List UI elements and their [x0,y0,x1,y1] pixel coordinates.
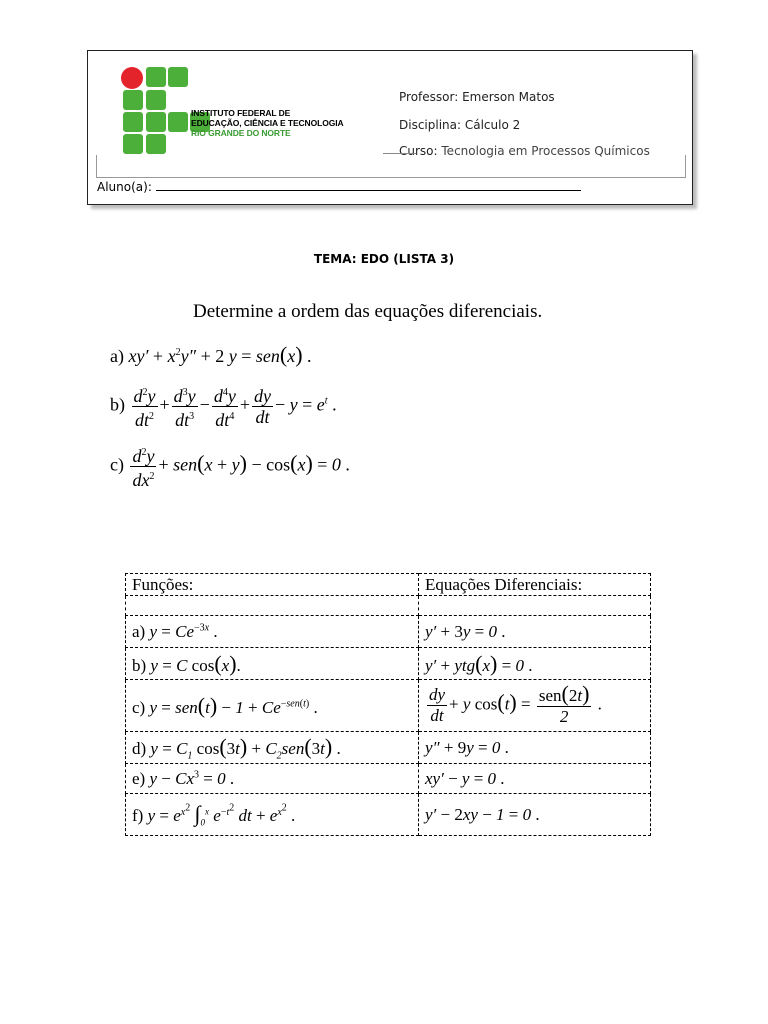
aluno-label: Aluno(a): [97,180,152,194]
institution-line-1: INSTITUTO FEDERAL DE [191,108,291,118]
table-header-row [126,574,651,596]
table-row: c) $y = sen(t) - 1 + Ce^{-sen(t)}$ . $\frac{dy}{dt}$ + y cos(t) = $\frac{\text{sen(2t)}}{2}$ . [126,680,651,732]
curso-key: Curso: [399,144,438,158]
exercise-prompt: Determine a ordem das equações diferenciais. [193,301,543,322]
row-label: e) [132,768,146,788]
row-label: c) [132,697,146,717]
table-row-empty [126,596,651,616]
table-row: b) y = C cos(x). y′ + ytg(x) = 0 . [126,648,651,680]
table-row: a) $y = Ce^{-3x}$ . y′ + 3y = 0 . [126,616,651,648]
professor-label: Professor: Emerson Matos [399,90,555,104]
row-label: d) [132,738,147,758]
table-row: e) $y - Cx^3 = 0$ . xy′ − y = 0 . [126,764,651,794]
aluno-underline [156,179,581,191]
item-label-a: a) [110,346,124,366]
institution-name [191,108,344,138]
institution-line-2: EDUCAÇÃO, CIÊNCIA E TECNOLOGIA [191,118,344,128]
equation-c: c) $\frac{d^2y}{dx^2}$ + sen(x + y) − cos(x) = 0 . [110,443,350,490]
row-label: f) [132,806,144,826]
row-label: b) [132,655,147,675]
header-equacoes: Equações Diferenciais: [419,574,651,596]
functions-table [125,573,651,836]
table-row: d) $y = C_1$ $\cos(3t) + C_2sen(3t)$ . y″ + 9y = 0 . [126,732,651,764]
aluno-box [96,155,686,178]
divider [383,153,416,154]
institution-line-3: RIO GRANDE DO NORTE [191,128,291,138]
item-label-b: b) [110,394,125,415]
page-title: TEMA: EDO (LISTA 3) [313,252,455,266]
table-row: f) $y = e^{x^2}$ $\int_0^x$ $e^{-t^2}$ dt + $e^{x^2}$ . y′ − 2xy − 1 = 0 . [126,794,651,836]
row-label: a) [132,621,146,641]
disciplina-label: Disciplina: Cálculo 2 [399,118,521,132]
header-box [87,50,693,205]
equation-b: b) $\frac{d^2y}{dt^2}$ + $\frac{d^3y}{dt^3}$ − $\frac{d^4y}{dt^4}$ + $\frac{dy}{dt}$ − $y = e^t$ . [110,383,337,430]
aluno-field[interactable] [97,179,581,194]
item-label-c: c) [110,454,124,475]
header-funcoes: Funções: [126,574,419,596]
curso-value: Tecnologia em Processos Químicos [441,144,650,158]
equation-a: a) $xy' + x^2y'' + 2$ y = sen(x) . [110,342,312,367]
